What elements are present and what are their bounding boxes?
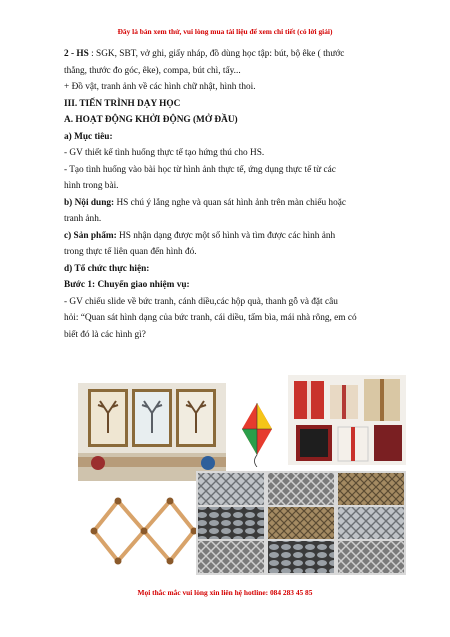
content-text: HS chú ý lắng nghe và quan sát hình ảnh trên màn chiếu hoặc: [114, 197, 346, 208]
goal-item-2-cont: hình trong bài.: [64, 181, 119, 191]
product-line-cont: trong thực tế liên quan đến hình đó.: [64, 247, 197, 257]
product-label: c) Sản phẩm:: [64, 230, 117, 241]
hs-materials-line: [64, 46, 408, 63]
section-heading-process: III. TIẾN TRÌNH DẠY HỌC: [64, 98, 181, 109]
hs-materials-text: : SGK, SBT, vở ghi, giấy nháp, đồ dùng học tập: bút, bộ êke ( thước: [91, 49, 345, 59]
hs-label: 2 - HS: [64, 49, 89, 59]
gift-boxes-image: [288, 375, 406, 465]
organization-heading: d) Tổ chức thực hiện:: [64, 263, 150, 274]
illustration-collage: [66, 375, 406, 575]
product-text: HS nhận dạng được một số hình và tìm được các hình ảnh: [116, 230, 336, 241]
materials-continued: thẳng, thước đo góc, êke), compa, bút chì, tẩy...: [64, 65, 241, 76]
step1-heading: Bước 1: Chuyển giao nhiệm vụ:: [64, 280, 190, 290]
task-line-2: hỏi: “Quan sát hình dạng của bức tranh, cái diều, tấm bìa, mái nhà rông, em có: [64, 313, 357, 323]
preview-banner: Đây là bản xem thử, vui lòng mua tài liệu để xem chi tiết (có lời giải): [117, 27, 333, 36]
goal-item-1: - GV thiết kế tình huống thực tế tạo hứng thú cho HS.: [64, 148, 265, 158]
task-line-1: - GV chiếu slide về bức tranh, cánh diều,các hộp quà, thanh gỗ và đặt câu: [64, 296, 338, 307]
content-line-cont: tranh ảnh.: [64, 214, 102, 224]
task-line-3: biết đó là các hình gì?: [64, 329, 146, 340]
content-line: [64, 195, 408, 212]
hotline-footer: Mọi thắc mắc vui lòng xin liên hệ hotline: 084 283 45 85: [137, 588, 313, 597]
metal-mesh-image: [196, 471, 406, 575]
product-line: [64, 228, 408, 245]
framed-pictures-image: [78, 383, 226, 481]
goal-item-2: - Tạo tình huống vào bài học từ hình ảnh thực tế, ứng dụng thực tế từ các: [64, 164, 336, 175]
items-line: + Đồ vật, tranh ảnh về các hình chữ nhật, hình thoi.: [64, 82, 256, 92]
section-heading-activity: A. HOẠT ĐỘNG KHỞI ĐỘNG (MỞ ĐẦU): [64, 115, 238, 125]
document-body: [64, 46, 408, 343]
content-label: b) Nội dung:: [64, 197, 115, 208]
kite-image: [242, 403, 272, 467]
wooden-rack-image: [88, 493, 200, 569]
goal-heading: a) Mục tiêu:: [64, 131, 113, 142]
